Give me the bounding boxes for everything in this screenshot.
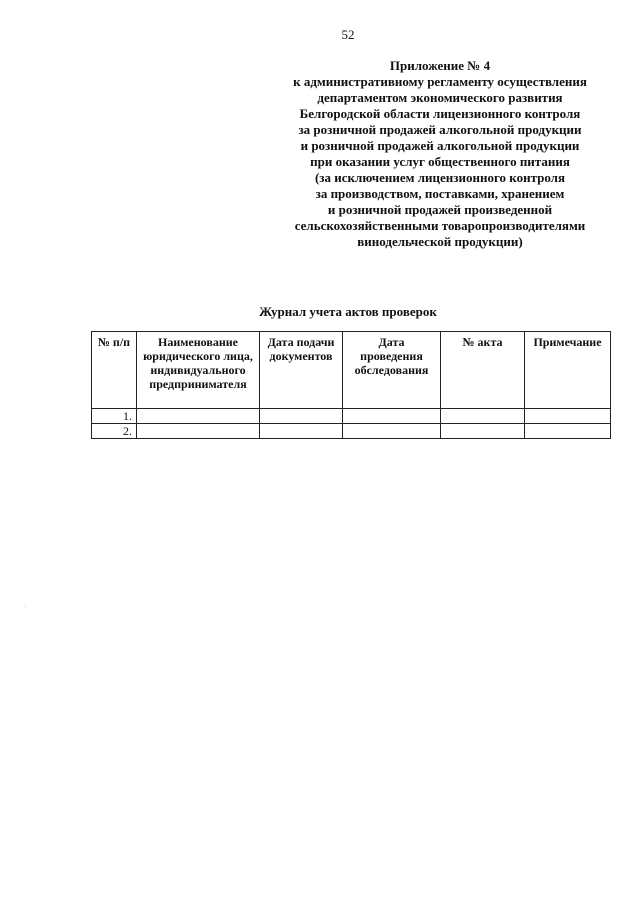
table-cell: [441, 424, 525, 439]
table-cell: [260, 409, 343, 424]
journal-title: Журнал учета актов проверок: [259, 304, 437, 319]
table-row: [92, 409, 611, 424]
row-number-cell: 2.: [92, 424, 137, 439]
table-header-row: [92, 332, 611, 409]
scan-speck: ·: [24, 604, 26, 610]
annex-line: (за исключением лицензионного контроля: [314, 170, 566, 185]
annex-line: при оказании услуг общественного питания: [310, 154, 570, 169]
column-header-submission-date: Дата подачи документов: [260, 332, 343, 409]
journal-table: [91, 331, 611, 439]
table-cell: [441, 409, 525, 424]
table-cell: [343, 409, 441, 424]
column-header-inspection-date: Дата проведения обследования: [343, 332, 441, 409]
annex-line: и розничной продажей произведенной: [327, 202, 553, 217]
annex-line: департаментом экономического развития: [317, 90, 563, 105]
annex-line: за производством, поставками, хранением: [315, 186, 565, 201]
table-cell: [343, 424, 441, 439]
annex-line: винодельческой продукции): [357, 234, 523, 249]
column-header-entity-name: Наименование юридического лица, индивидуального предпринимателя: [137, 332, 260, 409]
annex-line: и розничной продажей алкогольной продукции: [300, 138, 580, 153]
page-number: 52: [341, 27, 355, 42]
column-header-note: Примечание: [525, 332, 611, 409]
table-cell: [137, 409, 260, 424]
table-cell: [525, 409, 611, 424]
column-header-act-number: № акта: [441, 332, 525, 409]
table-cell: [260, 424, 343, 439]
annex-line: к административному регламенту осуществления: [293, 74, 587, 89]
table-cell: [525, 424, 611, 439]
row-number-cell: 1.: [92, 409, 137, 424]
annex-line: сельскохозяйственными товаропроизводителями: [294, 218, 586, 233]
annex-line: за розничной продажей алкогольной продукции: [298, 122, 582, 137]
table-row: [92, 424, 611, 439]
table-cell: [137, 424, 260, 439]
annex-line: Белгородской области лицензионного контроля: [299, 106, 581, 121]
column-header-number: № п/п: [92, 332, 137, 409]
annex-title: Приложение № 4: [389, 58, 491, 73]
annex-heading: [270, 58, 610, 250]
